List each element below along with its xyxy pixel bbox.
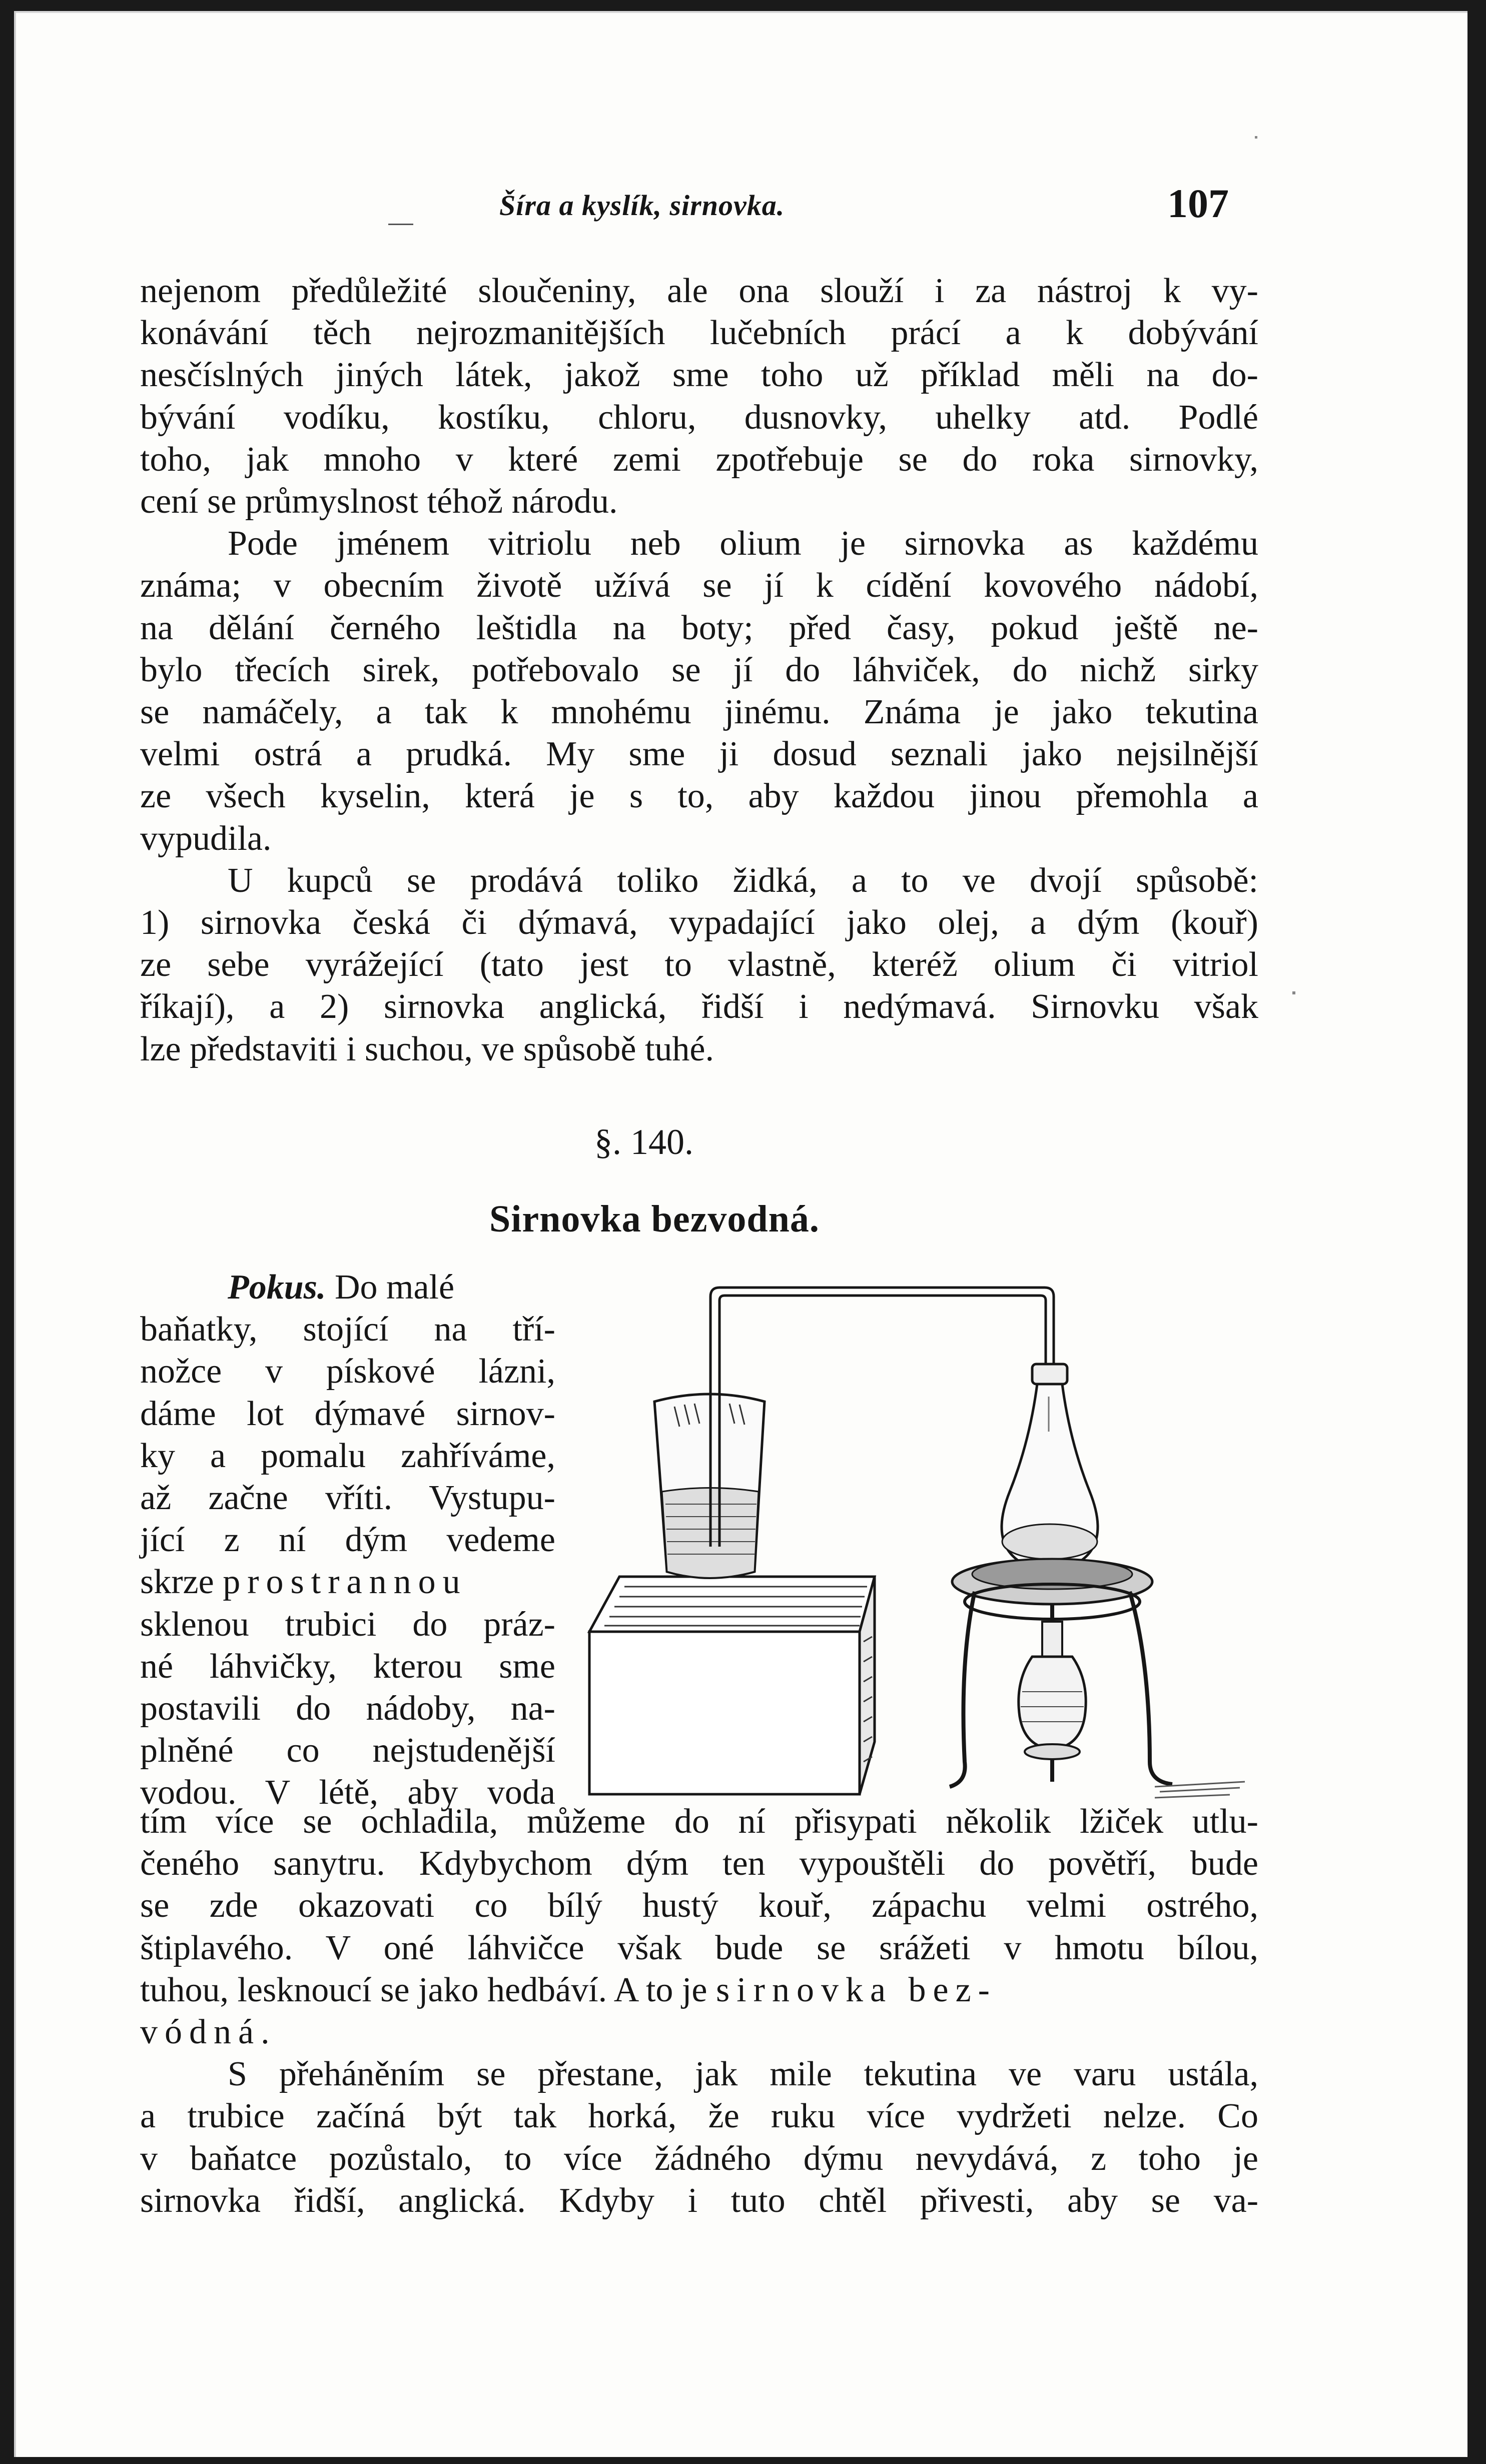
sand-bath xyxy=(952,1559,1152,1604)
text-line: nožce v pískové lázni, xyxy=(140,1352,555,1391)
text-line: známa; v obecním životě užívá se jí k cídění kovového nádobí, xyxy=(140,566,1258,605)
text-line: až začne vříti. Vystupu- xyxy=(140,1479,555,1518)
spirit-lamp xyxy=(1019,1622,1086,1759)
text-line xyxy=(140,1969,1258,2011)
text-line xyxy=(140,1561,555,1603)
spaced-emphasis: prostrannou xyxy=(223,1563,467,1602)
text-line: štiplavého. V oné láhvičce však bude se srážeti v hmotu bílou, xyxy=(140,1928,1258,1967)
text-line: velmi ostrá a prudká. My sme ji dosud seznali jako nejsilnější xyxy=(140,735,1258,774)
text-line: ky a pomalu zahříváme, xyxy=(140,1436,555,1475)
stray-print-mark xyxy=(1292,991,1295,994)
text-fragment: tuhou, lesknoucí se jako hedbáví. A to je xyxy=(140,1970,716,2009)
text-line: a trubice začíná být tak horká, že ruku více vydržeti nelze. Co xyxy=(140,2097,1258,2136)
text-line: čeného sanytru. Kdybychom dým ten vypouštěli do povětří, bude xyxy=(140,1844,1258,1883)
text-line: baňatky, stojící na tří- xyxy=(140,1310,555,1349)
text-line: Pode jménem vitriolu neb olium je sirnovka as každému xyxy=(228,524,1258,563)
text-line: né láhvičky, kterou sme xyxy=(140,1647,555,1686)
text-line: v baňatce pozůstalo, to více žádného dýmu nevydává, z toho je xyxy=(140,2139,1258,2178)
running-head: Šíra a kyslík, sirnovka. xyxy=(499,189,785,222)
header-dash-mark xyxy=(388,224,413,225)
text-line: S přeháněním se přestane, jak mile tekutina ve varu ustála, xyxy=(228,2055,1258,2094)
text-line: ze sebe vyrážející (tato jest to vlastně, kteréž olium či vitriol xyxy=(140,945,1258,984)
text-line: dáme lot dýmavé sirnov- xyxy=(140,1394,555,1433)
spaced-emphasis: sirnovka bez- xyxy=(715,1970,997,2009)
section-title: Sirnovka bezvodná. xyxy=(489,1198,820,1240)
text-line: 1) sirnovka česká či dýmavá, vypadající jako olej, a dým (kouř) xyxy=(140,903,1258,942)
text-line: plněné co nejstudenější xyxy=(140,1731,555,1770)
text-block-bottom xyxy=(140,1801,1258,2222)
text-line: na dělání černého leštidla na boty; před časy, pokud ještě ne- xyxy=(140,608,1258,647)
text-line: nejenom předůležité sloučeniny, ale ona slouží i za nástroj k vy- xyxy=(140,272,1258,310)
text-line: U kupců se prodává toliko židká, a to ve dvojí spůsobě: xyxy=(228,861,1258,900)
page-number: 107 xyxy=(1167,181,1229,226)
text-fragment: Do malé xyxy=(326,1268,455,1307)
text-line: ze všech kyselin, která je s to, aby každou jinou přemohla a xyxy=(140,777,1258,816)
book-page xyxy=(14,11,1467,2457)
text-line: nesčíslných jiných látek, jakož sme toho už příklad měli na do- xyxy=(140,356,1258,395)
text-line: postavili do nádoby, na- xyxy=(140,1689,555,1728)
text-line: vypudila. xyxy=(140,819,272,858)
text-line: říkají), a 2) sirnovka anglická, řidší i nedýmavá. Sirnovku však xyxy=(140,987,1258,1026)
text-line: sirnovka řidší, anglická. Kdyby i tuto chtěl přivesti, aby se va- xyxy=(140,2181,1258,2220)
text-line: cení se průmyslnost téhož národu. xyxy=(140,482,618,521)
text-line: se namáčely, a tak k mnohému jinému. Známa je jako tekutina xyxy=(140,693,1258,732)
text-line: jící z ní dým vedeme xyxy=(140,1521,555,1560)
text-line: lze představiti i suchou, ve spůsobě tuhé. xyxy=(140,1029,714,1068)
text-fragment: skrze xyxy=(140,1563,223,1602)
text-line: toho, jak mnoho v které zemi zpotřebuje se do roka sirnovky, xyxy=(140,440,1258,479)
text-line: bylo třecích sirek, potřebovalo se jí do láhviček, do nichž sirky xyxy=(140,650,1258,689)
text-line xyxy=(140,1267,555,1309)
experiment-label: Pokus. xyxy=(228,1268,326,1307)
text-line: konávání těch nejrozmanitějších lučebních prácí a k dobývání xyxy=(140,314,1258,353)
text-line: tím více se ochladila, můžeme do ní přisypati několik lžiček utlu- xyxy=(140,1802,1258,1841)
stray-print-mark xyxy=(1255,136,1257,139)
distillation-apparatus-illustration xyxy=(579,1282,1270,1807)
retort-flask xyxy=(1002,1364,1098,1562)
experiment-text xyxy=(140,1267,555,1814)
text-block-top xyxy=(140,270,1258,1070)
text-line: se zde okazovati co bílý hustý kouř, zápachu velmi ostrého, xyxy=(140,1886,1258,1925)
section-number: §. 140. xyxy=(594,1122,693,1162)
text-line: sklenou trubici do práz- xyxy=(140,1605,555,1644)
wooden-block xyxy=(589,1577,875,1794)
text-line: bývání vodíku, kostíku, chloru, dusnovky, uhelky atd. Podlé xyxy=(140,398,1258,437)
text-line: vodou. V létě, aby voda xyxy=(140,1773,555,1812)
text-line: vódná. xyxy=(140,2013,277,2052)
